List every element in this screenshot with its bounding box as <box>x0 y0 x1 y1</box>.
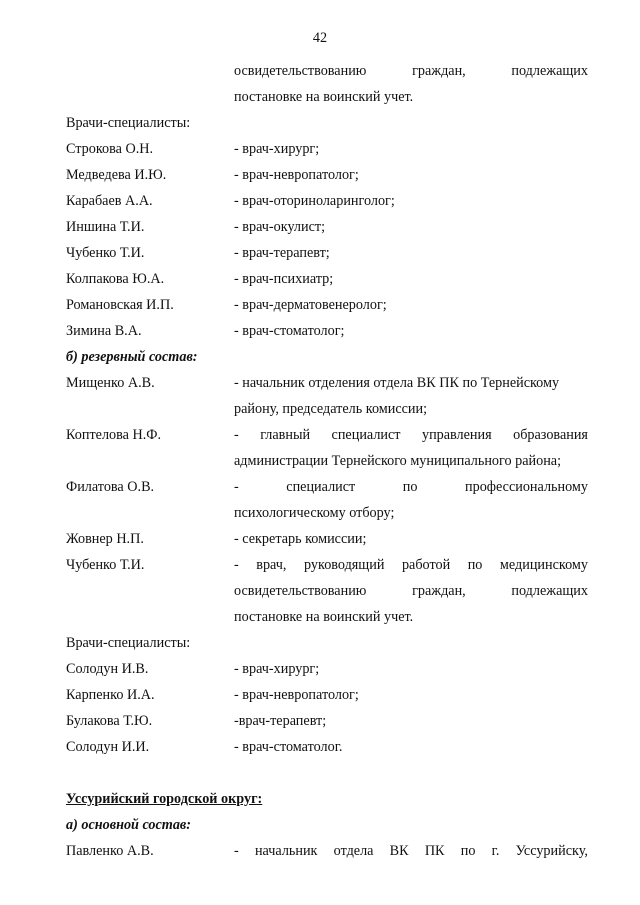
specialist-role: - врач-терапевт; <box>234 245 330 261</box>
word: управления <box>421 427 492 443</box>
word: освидетельствованию <box>234 583 367 599</box>
specialist-row <box>66 708 588 734</box>
specialist-role: - врач-хирург; <box>234 661 320 677</box>
member-role: постановке на воинский учет. <box>234 609 414 625</box>
word: - <box>234 427 239 443</box>
member-row-continued <box>66 448 588 474</box>
word: ПК <box>424 843 445 859</box>
member-row-continued <box>66 500 588 526</box>
word: врач, <box>256 557 287 573</box>
member-role <box>234 552 588 578</box>
member-role: району, председатель комиссии; <box>234 401 428 417</box>
member-name: Мищенко А.В. <box>66 375 155 391</box>
specialist-name: Солодун И.И. <box>66 739 150 755</box>
word: подлежащих <box>511 583 588 599</box>
specialist-role: - врач-оториноларинголог; <box>234 193 395 209</box>
reserve-heading: б) резервный состав: <box>66 349 198 365</box>
specialist-role: - врач-стоматолог. <box>234 739 343 755</box>
member-role <box>234 838 588 864</box>
specialist-name: Карпенко И.А. <box>66 687 155 703</box>
specialist-name: Карабаев А.А. <box>66 193 153 209</box>
specialist-row <box>66 188 588 214</box>
specialist-row <box>66 318 588 344</box>
specialist-row <box>66 292 588 318</box>
specialists-label: Врачи-специалисты: <box>66 115 191 131</box>
specialist-name: Чубенко Т.И. <box>66 245 145 261</box>
member-row <box>66 838 588 864</box>
continuation-text <box>234 58 588 84</box>
word: освидетельствованию <box>234 63 367 79</box>
subsection-heading: а) основной состав: <box>66 817 191 833</box>
member-row <box>66 552 588 578</box>
word: г. <box>491 843 500 859</box>
word: - <box>234 843 239 859</box>
member-name: Чубенко Т.И. <box>66 557 145 573</box>
specialist-name: Романовская И.П. <box>66 297 174 313</box>
member-role <box>234 578 588 604</box>
specialist-role: -врач-терапевт; <box>234 713 327 729</box>
word: отдела <box>333 843 374 859</box>
member-role: администрации Тернейского муниципального района; <box>234 453 562 469</box>
specialists-list <box>66 136 588 344</box>
specialist-role: - врач-невропатолог; <box>234 687 359 703</box>
member-role <box>234 474 588 500</box>
specialist-name: Солодун И.В. <box>66 661 149 677</box>
word: Уссурийску, <box>515 843 588 859</box>
specialist-row <box>66 136 588 162</box>
specialist-role: - врач-стоматолог; <box>234 323 345 339</box>
specialist-row <box>66 266 588 292</box>
specialist-role: - врач-окулист; <box>234 219 326 235</box>
word: начальник <box>254 843 318 859</box>
member-name: Филатова О.В. <box>66 479 155 495</box>
member-row-continued <box>66 578 588 604</box>
specialist-role: - врач-дерматовенеролог; <box>234 297 387 313</box>
word: граждан, <box>412 63 466 79</box>
word: медицинскому <box>499 557 588 573</box>
member-name: Павленко А.В. <box>66 843 154 859</box>
document-body <box>66 58 588 864</box>
word: специалист <box>286 479 356 495</box>
word: граждан, <box>412 583 466 599</box>
word: - <box>234 557 239 573</box>
specialist-row <box>66 214 588 240</box>
member-name: Коптелова Н.Ф. <box>66 427 162 443</box>
specialist-row <box>66 162 588 188</box>
word: по <box>460 843 476 859</box>
page-number: 42 <box>312 30 328 46</box>
member-role: психологическому отбору; <box>234 505 395 521</box>
specialists-label: Врачи-специалисты: <box>66 635 191 651</box>
word: образования <box>513 427 588 443</box>
member-row <box>66 370 588 396</box>
spacer <box>66 760 588 786</box>
word: специалист <box>331 427 401 443</box>
member-row <box>66 474 588 500</box>
member-row-continued <box>66 396 588 422</box>
specialist-row <box>66 240 588 266</box>
specialist-name: Зимина В.А. <box>66 323 142 339</box>
section-heading: Уссурийский городской округ: <box>66 791 263 807</box>
member-role: - начальник отделения отдела ВК ПК по Тернейскому <box>234 375 560 391</box>
member-row <box>66 526 588 552</box>
member-name: Жовнер Н.П. <box>66 531 144 547</box>
specialist-name: Иншина Т.И. <box>66 219 145 235</box>
specialist-row <box>66 656 588 682</box>
specialist-row <box>66 734 588 760</box>
word: руководящий <box>304 557 385 573</box>
specialists-list <box>66 656 588 760</box>
continuation-line-1 <box>66 58 588 84</box>
word: подлежащих <box>511 63 588 79</box>
continuation-text: постановке на воинский учет. <box>234 89 414 105</box>
member-role <box>234 422 588 448</box>
word: ВК <box>389 843 409 859</box>
specialist-name: Строкова О.Н. <box>66 141 154 157</box>
specialist-role: - врач-хирург; <box>234 141 320 157</box>
continuation-line-2 <box>66 84 588 110</box>
member-role: - секретарь комиссии; <box>234 531 367 547</box>
specialist-name: Колпакова Ю.А. <box>66 271 165 287</box>
member-row <box>66 422 588 448</box>
member-row-continued <box>66 604 588 630</box>
specialist-name: Медведева И.Ю. <box>66 167 167 183</box>
specialist-name: Булакова Т.Ю. <box>66 713 153 729</box>
specialist-role: - врач-невропатолог; <box>234 167 359 183</box>
word: работой <box>401 557 451 573</box>
word: профессиональному <box>465 479 588 495</box>
word: по <box>402 479 418 495</box>
word: - <box>234 479 239 495</box>
word: по <box>467 557 483 573</box>
word: главный <box>260 427 311 443</box>
specialist-role: - врач-психиатр; <box>234 271 334 287</box>
specialist-row <box>66 682 588 708</box>
